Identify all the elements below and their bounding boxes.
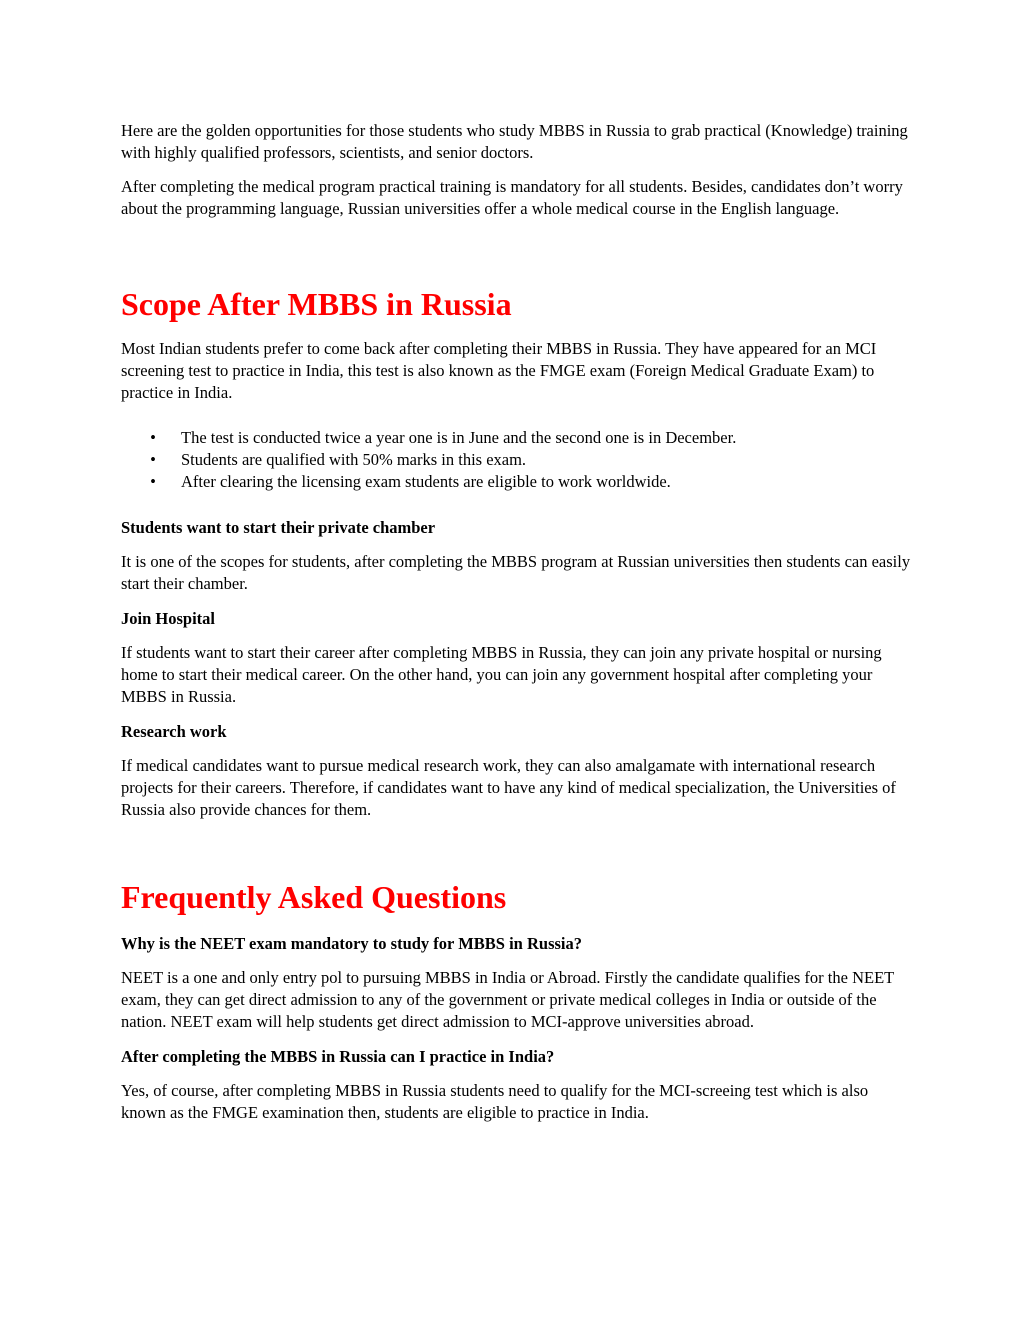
section-body-join-hospital: If students want to start their career after completing MBBS in Russia, they can join any private hospital or nursing home to start their medical career. On the other hand, you can join any government hospital after completing your MBBS in Russia. <box>121 643 882 706</box>
scope-heading: Scope After MBBS in Russia <box>121 286 512 322</box>
faq-answer-1: NEET is a one and only entry pol to pursuing MBBS in India or Abroad. Firstly the candidate qualifies for the NEET exam, they can get direct admission to any of the government or private medical colleges in India or outside of the nation. NEET exam will help students get direct admission to MCI-approve universities abroad. <box>121 968 894 1031</box>
intro-paragraph-2: After completing the medical program practical training is mandatory for all students. Besides, candidates don’t worry about the programming language, Russian universities offer a whole medical course in the English language. <box>121 177 903 218</box>
section-body-research-work: If medical candidates want to pursue medical research work, they can also amalgamate with international research projects for their careers. Therefore, if candidates want to have any kind of medical specialization, the Universities of Russia also provide chances for them. <box>121 756 896 819</box>
section-heading-join-hospital: Join Hospital <box>121 609 215 628</box>
list-item-text: The test is conducted twice a year one is in June and the second one is in December. <box>181 428 737 447</box>
faq-question-1: Why is the NEET exam mandatory to study for MBBS in Russia? <box>121 934 582 953</box>
list-item-text: Students are qualified with 50% marks in this exam. <box>181 450 527 469</box>
list-item-text: After clearing the licensing exam students are eligible to work worldwide. <box>181 472 671 491</box>
section-body-private-chamber: It is one of the scopes for students, after completing the MBBS program at Russian universities then students can easily start their chamber. <box>121 552 911 593</box>
faq-heading: Frequently Asked Questions <box>121 879 507 915</box>
faq-question-2: After completing the MBBS in Russia can I practice in India? <box>121 1047 555 1066</box>
list-item <box>121 427 911 449</box>
faq-answer-2: Yes, of course, after completing MBBS in Russia students need to qualify for the MCI-screeing test which is also known as the FMGE examination then, students are eligible to practice in India. <box>121 1081 869 1122</box>
bullet-icon: • <box>150 450 156 469</box>
list-item <box>121 471 911 493</box>
scope-intro-paragraph: Most Indian students prefer to come back after completing their MBBS in Russia. They have appeared for an MCI screening test to practice in India, this test is also known as the FMGE exam (Foreign Medical Graduate Exam) to practice in India. <box>121 339 877 402</box>
bullet-icon: • <box>150 428 156 447</box>
intro-paragraph-1: Here are the golden opportunities for those students who study MBBS in Russia to grab practical (Knowledge) training with highly qualified professors, scientists, and senior doctors. <box>121 121 908 162</box>
bullet-icon: • <box>150 472 156 491</box>
section-heading-research-work: Research work <box>121 722 227 741</box>
list-item <box>121 449 911 471</box>
section-heading-private-chamber: Students want to start their private chamber <box>121 518 436 537</box>
scope-bullet-list <box>121 427 911 493</box>
document-page <box>121 119 911 1124</box>
